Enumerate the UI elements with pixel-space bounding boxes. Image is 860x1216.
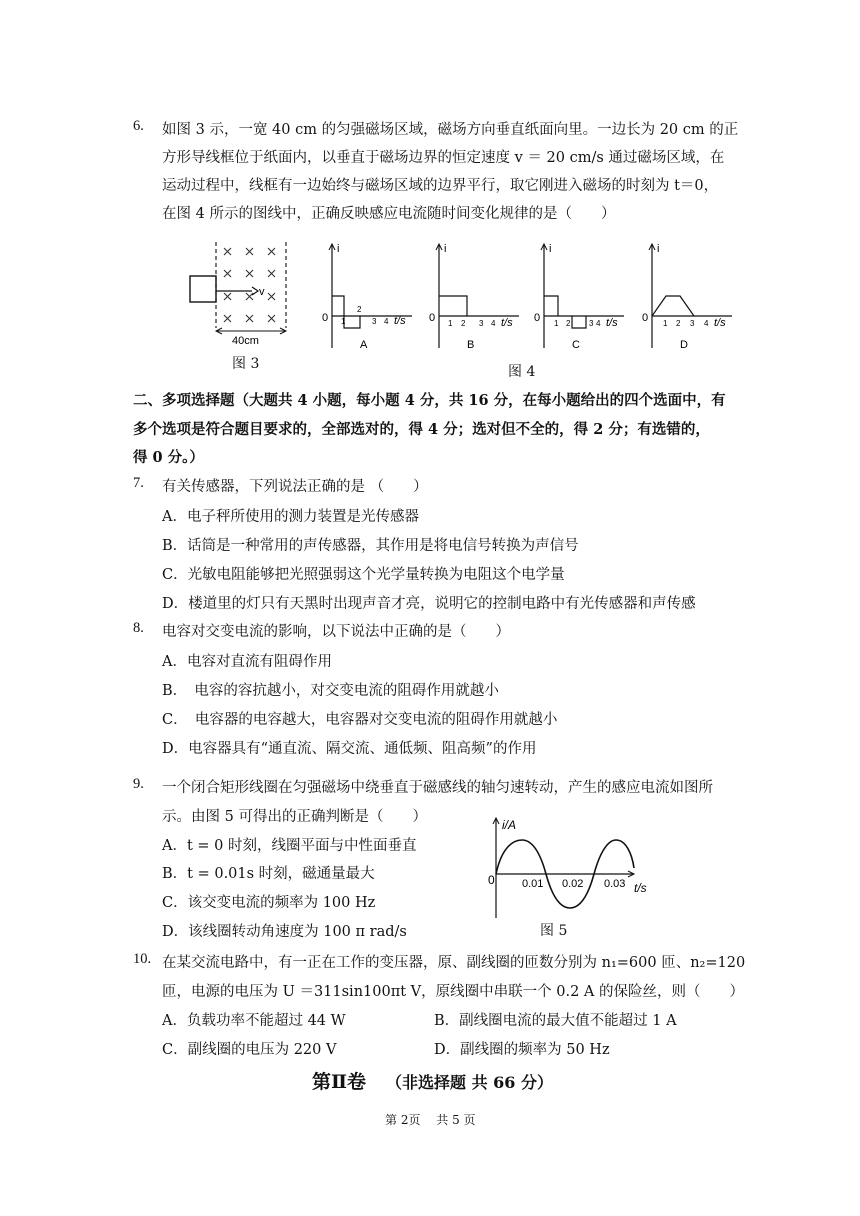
- svg-text:3: 3: [479, 319, 484, 328]
- svg-text:1: 1: [554, 319, 559, 328]
- q7-option-d: D．楼道里的灯只有天黑时出现声音才亮，说明它的控制电路中有光传感器和声传感: [162, 596, 696, 612]
- q6-text-line1: 如图 3 示，一宽 40 cm 的匀强磁场区域，磁场方向垂直纸面向里。一边长为 20 cm 的正: [162, 122, 739, 138]
- q10-text-line2: 匝，电源的电压为 U ＝311sin100πt V，原线圈中串联一个 0.2 A 的保险丝，则（ ）: [162, 984, 745, 1000]
- q8-option-b: B． 电容的容抗越小，对交变电流的阻碍作用就越小: [162, 683, 499, 699]
- svg-text:2: 2: [566, 319, 571, 328]
- svg-text:B: B: [467, 339, 475, 351]
- svg-text:0: 0: [322, 312, 329, 324]
- svg-text:t/s: t/s: [501, 317, 513, 329]
- q7-option-b: B．话筒是一种常用的声传感器，其作用是将电信号转换为声信号: [162, 538, 579, 554]
- q10-option-d: D．副线圈的频率为 50 Hz: [434, 1042, 610, 1058]
- figure-5-caption: 图 5: [540, 923, 568, 939]
- q8-option-c: C． 电容器的电容越大，电容器对交变电流的阻碍作用就越小: [162, 712, 558, 728]
- svg-text:D: D: [680, 339, 688, 351]
- svg-text:2: 2: [461, 319, 466, 328]
- q8-option-d: D．电容器具有“通直流、隔交流、通低频、阻高频”的作用: [162, 741, 537, 757]
- page-footer: 第 2页 共 5 页: [385, 1113, 476, 1127]
- section-2-heading-line2: 多个选项是符合题目要求的，全部选对的，得 4 分；选对但不全的，得 2 分；有选错的，: [133, 421, 710, 438]
- svg-text:0: 0: [642, 312, 649, 324]
- q9-text-line1: 一个闭合矩形线圈在匀强磁场中绕垂直于磁感线的轴匀速转动，产生的感应电流如图所: [162, 780, 713, 796]
- q7-option-a: A．电子秤所使用的测力装置是光传感器: [162, 509, 419, 525]
- q6-text-line3: 运动过程中，线框有一边始终与磁场区域的边界平行，取它刚进入磁场的时刻为 t＝0，: [162, 178, 719, 194]
- svg-text:3: 3: [589, 319, 594, 328]
- svg-text:2: 2: [676, 319, 681, 328]
- figure-5-sine-current-graph: [484, 812, 664, 922]
- svg-text:4: 4: [384, 317, 389, 326]
- svg-text:t/s: t/s: [714, 317, 726, 329]
- q6-text-line4: 在图 4 所示的图线中，正确反映感应电流随时间变化规律的是（ ）: [162, 206, 616, 222]
- part-2-subtitle: （非选择题 共 66 分）: [386, 1073, 553, 1092]
- q10-option-a: A．负载功率不能超过 44 W: [162, 1013, 346, 1029]
- q8-stem: 电容对交变电流的影响，以下说法中正确的是（ ）: [162, 624, 510, 640]
- q9-number: 9.: [133, 776, 144, 792]
- q10-number: 10.: [133, 951, 152, 967]
- q6-text-line2: 方形导线框位于纸面内，以垂直于磁场边界的恒定速度 v ＝ 20 cm/s 通过磁场区域，在: [162, 150, 725, 166]
- q6-number: 6.: [133, 118, 144, 134]
- svg-text:i: i: [549, 243, 552, 255]
- figure-4-graph-c: [530, 240, 632, 352]
- svg-text:2: 2: [357, 305, 362, 314]
- q10-text-line1: 在某交流电路中，有一正在工作的变压器，原、副线圈的匝数分别为 n₁=600 匝、n₂=120: [162, 955, 746, 971]
- q9-option-d: D．该线圈转动角速度为 100 π rad/s: [162, 924, 407, 940]
- figure-4-graph-d: [638, 240, 740, 352]
- svg-text:3: 3: [372, 317, 377, 326]
- fig3-width-label: 40cm: [232, 335, 259, 347]
- svg-text:t/s: t/s: [606, 317, 618, 329]
- svg-text:i: i: [444, 243, 447, 255]
- q7-stem: 有关传感器，下列说法正确的是 （ ）: [162, 479, 428, 495]
- fig5-tick-003: 0.03: [604, 878, 626, 890]
- svg-text:t/s: t/s: [394, 315, 406, 327]
- q9-text-line2: 示。由图 5 可得出的正确判断是（ ）: [162, 809, 427, 825]
- svg-text:A: A: [360, 339, 368, 351]
- q7-option-c: C．光敏电阻能够把光照强弱这个光学量转换为电阻这个电学量: [162, 567, 565, 583]
- q10-option-b: B．副线圈电流的最大值不能超过 1 A: [434, 1013, 677, 1029]
- fig3-velocity-label: v: [259, 286, 265, 298]
- figure-3-magnetic-field-diagram: [186, 240, 296, 348]
- figure-4-caption: 图 4: [508, 364, 536, 380]
- figure-4-graph-b: [425, 240, 527, 352]
- q10-option-c: C．副线圈的电压为 220 V: [162, 1042, 337, 1058]
- fig5-y-axis-label: i/A: [502, 818, 517, 832]
- svg-text:1: 1: [448, 319, 453, 328]
- q9-option-a: A．t = 0 时刻，线圈平面与中性面垂直: [162, 838, 417, 854]
- svg-text:4: 4: [491, 319, 496, 328]
- section-2-heading-line1: 二、多项选择题（大题共 4 小题，每小题 4 分，共 16 分，在每小题给出的四个选面中，有: [133, 392, 726, 409]
- svg-text:i: i: [657, 243, 660, 255]
- fig5-origin-label: 0: [488, 873, 495, 887]
- figure-4-graph-a: [318, 240, 420, 352]
- svg-text:0: 0: [429, 312, 436, 324]
- svg-text:0: 0: [534, 312, 541, 324]
- fig5-tick-001: 0.01: [522, 878, 544, 890]
- q8-option-a: A．电容对直流有阻碍作用: [162, 654, 332, 670]
- svg-text:i: i: [337, 243, 340, 255]
- q9-option-b: B．t = 0.01s 时刻，磁通量最大: [162, 866, 375, 882]
- svg-text:C: C: [572, 339, 580, 351]
- part-2-title: 第Ⅱ卷: [312, 1071, 367, 1093]
- figure-3-caption: 图 3: [232, 356, 260, 372]
- q9-option-c: C．该交变电流的频率为 100 Hz: [162, 895, 376, 911]
- svg-text:4: 4: [704, 319, 709, 328]
- svg-text:3: 3: [690, 319, 695, 328]
- svg-text:1: 1: [341, 317, 346, 326]
- fig5-x-axis-label: t/s: [634, 881, 647, 895]
- q8-number: 8.: [133, 620, 144, 636]
- svg-text:4: 4: [596, 319, 601, 328]
- fig5-tick-002: 0.02: [562, 878, 584, 890]
- svg-text:1: 1: [663, 319, 668, 328]
- q7-number: 7.: [133, 475, 144, 491]
- section-2-heading-line3: 得 0 分。）: [133, 449, 204, 466]
